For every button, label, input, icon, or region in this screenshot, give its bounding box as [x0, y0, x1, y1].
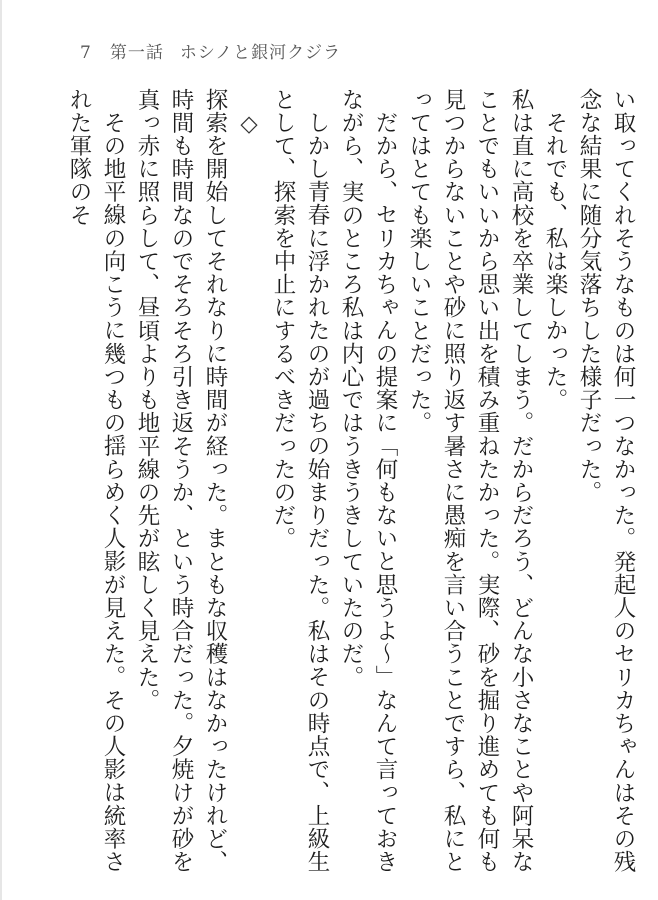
paragraph: しかし青春に浮かれたのが過ちの始まりだった。私はその時点で、上級生として、探索を中止にするべきだったのだ。 [270, 88, 330, 873]
paragraph: 私は直に高校を卒業してしまう。だからだろう、どんな小さなことや阿呆なことでもいいから思い出を積み重ねたかった。実際、砂を掘り進めても何も見つからないことや砂に照り返す暑さに愚痴を言い合うことですら、私にとってはとても楽しいことだった。 [406, 88, 534, 874]
paragraph: それでも、私は楽しかった。 [542, 110, 568, 411]
chapter-label: 第一話 [109, 43, 164, 63]
paragraph: 探索を開始してそれなりに時間が経った。まともな収穫はなかったけれど、時間も時間なのでそろそろ引き返そうか、という時合だった。夕焼けが砂を真っ赤に照らして、昼頃よりも地平線の先が眩しく見えた。 [134, 88, 228, 874]
page-edge [0, 0, 2, 900]
paragraph: い取ってくれそうなものは何一つなかった。発起人のセリカちゃんはその残念な結果に随分気落ちした様子だった。 [576, 88, 636, 874]
running-header [80, 38, 341, 63]
paragraph: だから、セリカちゃんの提案に「何もないと思うよ～」なんて言っておきながら、実のところ私は内心ではうきうきしていたのだ。 [338, 88, 398, 873]
vertical-body-text [66, 88, 640, 878]
page-number: 7 [80, 43, 92, 63]
paragraph: その地平線の向こうに幾つもの揺らめく人影が見えた。その人影は統率された軍隊のそ [66, 88, 126, 873]
scene-break-marker: ◇ [236, 110, 262, 138]
book-title: ホシノと銀河クジラ [179, 43, 342, 63]
